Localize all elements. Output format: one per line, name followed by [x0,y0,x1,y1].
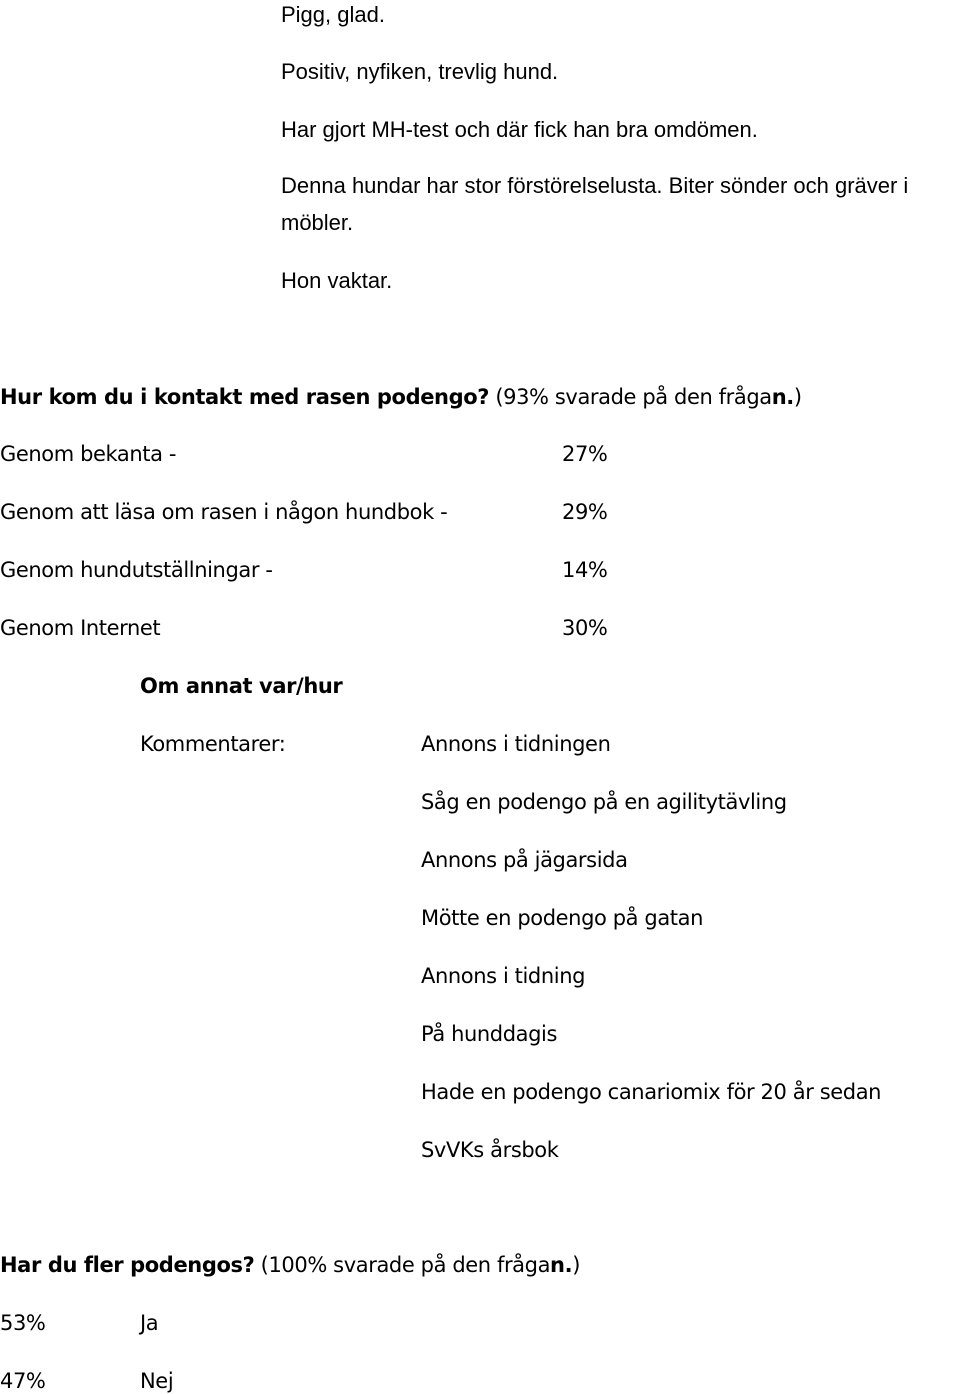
question-2-close: ) [572,1253,580,1277]
answer-label: Genom Internet [0,616,161,640]
answer-label: Genom bekanta - [0,442,177,466]
answer-value: 14% [562,558,608,582]
comment-item: Mötte en podengo på gatan [421,906,704,930]
answer-label: Nej [140,1369,174,1393]
trait-line: Har gjort MH-test och där fick han bra omdömen. [281,117,758,142]
answer-value: 30% [562,616,608,640]
question-1-response-rate: (93% svarade på den fråga [495,385,772,409]
question-2-response-rate-end: n. [550,1253,573,1277]
trait-line: Positiv, nyfiken, trevlig hund. [281,59,559,84]
comment-item: Hade en podengo canariomix för 20 år sedan [421,1080,882,1104]
comment-item: SvVKs årsbok [421,1138,559,1162]
comments-label: Kommentarer: [140,732,286,756]
other-heading: Om annat var/hur [140,674,343,698]
question-1-title: Hur kom du i kontakt med rasen podengo? [0,385,490,409]
trait-line: Pigg, glad. [281,2,385,27]
trait-line: Denna hundar har stor förstörelselusta. Biter sönder och gräver i möbler. [281,173,909,235]
answer-value: 27% [562,442,608,466]
question-1-close: ) [793,385,802,409]
answer-value: 53% [0,1311,46,1335]
comment-item: På hunddagis [421,1022,558,1046]
question-1-response-rate-end: n. [771,385,794,409]
comment-item: Såg en podengo på en agilitytävling [421,790,787,814]
question-2-response-rate: (100% svarade på den fråga [260,1253,551,1277]
answer-label: Ja [140,1311,159,1335]
question-2-heading [0,1252,580,1278]
answer-label: Genom hundutställningar - [0,558,273,582]
answer-label: Genom att läsa om rasen i någon hundbok - [0,500,448,524]
trait-line: Hon vaktar. [281,268,393,293]
comment-item: Annons på jägarsida [421,848,628,872]
question-1-heading [0,384,802,410]
comment-item: Annons i tidning [421,964,586,988]
answer-value: 47% [0,1369,46,1393]
answer-value: 29% [562,500,608,524]
comment-item: Annons i tidningen [421,732,611,756]
question-2-title: Har du fler podengos? [0,1253,255,1277]
